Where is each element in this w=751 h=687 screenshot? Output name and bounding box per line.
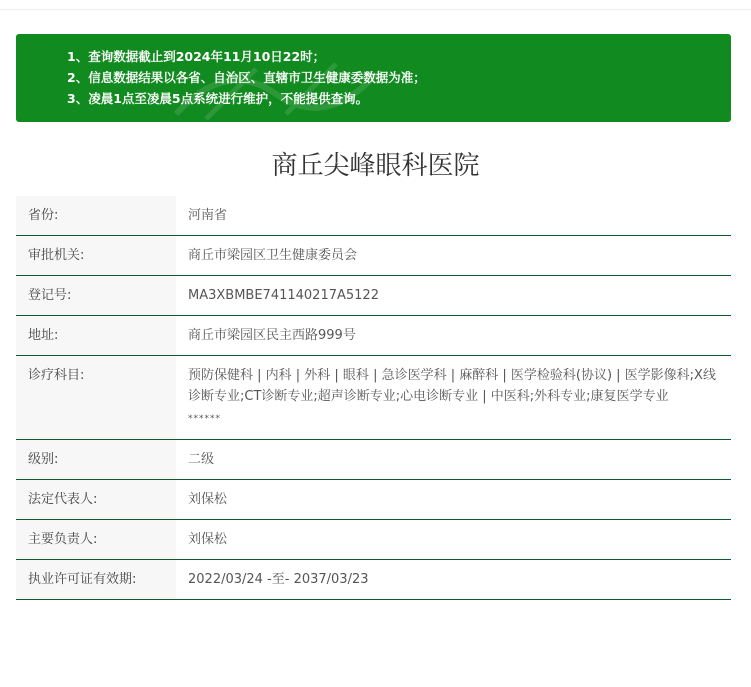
address-value: 商丘市梁园区民主西路999号 <box>176 316 731 356</box>
notice-line-1: 1、查询数据截止到2024年11月10日22时； <box>67 49 326 64</box>
table-row-principal <box>16 520 731 560</box>
table-row-address <box>16 316 731 356</box>
notice-line-2: 2、信息数据结果以各省、自治区、直辖市卫生健康委数据为准； <box>67 70 426 85</box>
license-validity-label: 执业许可证有效期: <box>16 560 176 600</box>
legal-rep-label: 法定代表人: <box>16 480 176 520</box>
table-row-legal-rep <box>16 480 731 520</box>
table-row-departments <box>16 356 731 440</box>
departments-cell <box>176 356 731 440</box>
legal-rep-value: 刘保松 <box>176 480 731 520</box>
address-label: 地址: <box>16 316 176 356</box>
authority-value: 商丘市梁园区卫生健康委员会 <box>176 236 731 276</box>
province-value: 河南省 <box>176 196 731 236</box>
top-divider <box>0 9 751 10</box>
authority-label: 审批机关: <box>16 236 176 276</box>
principal-label: 主要负责人: <box>16 520 176 560</box>
reg-no-label: 登记号: <box>16 276 176 316</box>
principal-value: 刘保松 <box>176 520 731 560</box>
table-row-license-validity <box>16 560 731 600</box>
province-label: 省份: <box>16 196 176 236</box>
hospital-info-table <box>16 196 731 600</box>
table-row-reg-no <box>16 276 731 316</box>
table-row-level <box>16 440 731 480</box>
level-label: 级别: <box>16 440 176 480</box>
table-row-province <box>16 196 731 236</box>
departments-masked-stars: ****** <box>188 414 221 424</box>
level-value: 二级 <box>176 440 731 480</box>
departments-value: 预防保健科 | 内科 | 外科 | 眼科 | 急诊医学科 | 麻醉科 | 医学检验科(协议) | 医学影像科;X线诊断专业;CT诊断专业;超声诊断专业;心电诊断专业 | 中医科;外科专业;康复医学专业 <box>188 368 716 404</box>
notice-line-3: 3、凌晨1点至凌晨5点系统进行维护，不能提供查询。 <box>67 91 369 106</box>
notice-banner <box>16 34 731 122</box>
license-validity-value: 2022/03/24 -至- 2037/03/23 <box>176 560 731 600</box>
table-row-authority <box>16 236 731 276</box>
departments-label: 诊疗科目: <box>16 356 176 440</box>
hospital-name-title: 商丘尖峰眼科医院 <box>271 151 480 181</box>
reg-no-value: MA3XBMBE741140217A5122 <box>176 276 731 316</box>
